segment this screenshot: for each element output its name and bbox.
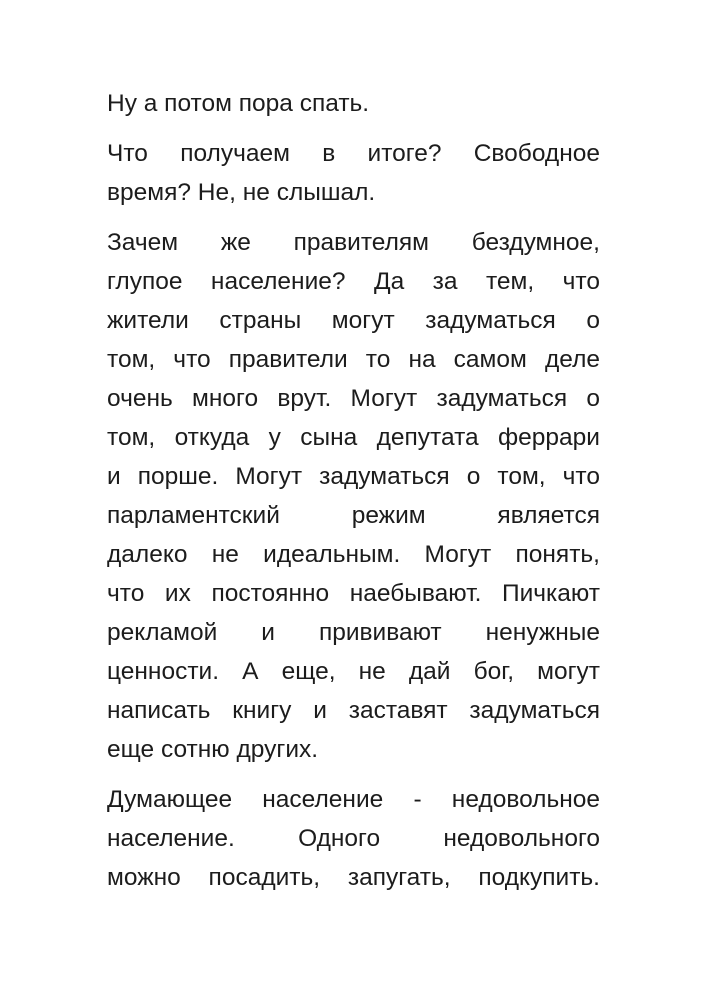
- paragraph-2: [107, 134, 600, 212]
- text-line: том, что правители то на самом деле: [107, 346, 600, 373]
- text-line: глупое население? Да за тем, что: [107, 268, 600, 295]
- text-line: Зачем же правителям бездумное,: [107, 229, 600, 256]
- text-line: время? Не, не слышал.: [107, 179, 376, 206]
- text-line: том, откуда у сына депутата феррари: [107, 424, 600, 451]
- text-line: парламентский режим является: [107, 502, 600, 529]
- paragraph-4: [107, 780, 600, 897]
- text-line: написать книгу и заставят задуматься: [107, 697, 600, 724]
- text-line: очень много врут. Могут задуматься о: [107, 385, 600, 412]
- text-line: можно посадить, запугать, подкупить.: [107, 864, 600, 891]
- document-page: [107, 84, 600, 908]
- text-line: и порше. Могут задуматься о том, что: [107, 463, 600, 490]
- paragraph-3: [107, 223, 600, 769]
- text-line: Ну а потом пора спать.: [107, 90, 370, 117]
- text-line: что их постоянно наебывают. Пичкают: [107, 580, 600, 607]
- text-line: жители страны могут задуматься о: [107, 307, 600, 334]
- text-line: население. Одного недовольного: [107, 825, 600, 852]
- text-line: далеко не идеальным. Могут понять,: [107, 541, 600, 568]
- text-line: рекламой и прививают ненужные: [107, 619, 600, 646]
- paragraph-1: [107, 84, 600, 123]
- text-line: Думающее население - недовольное: [107, 786, 600, 813]
- text-line: еще сотню других.: [107, 736, 319, 763]
- text-line: ценности. А еще, не дай бог, могут: [107, 658, 600, 685]
- text-line: Что получаем в итоге? Свободное: [107, 140, 600, 167]
